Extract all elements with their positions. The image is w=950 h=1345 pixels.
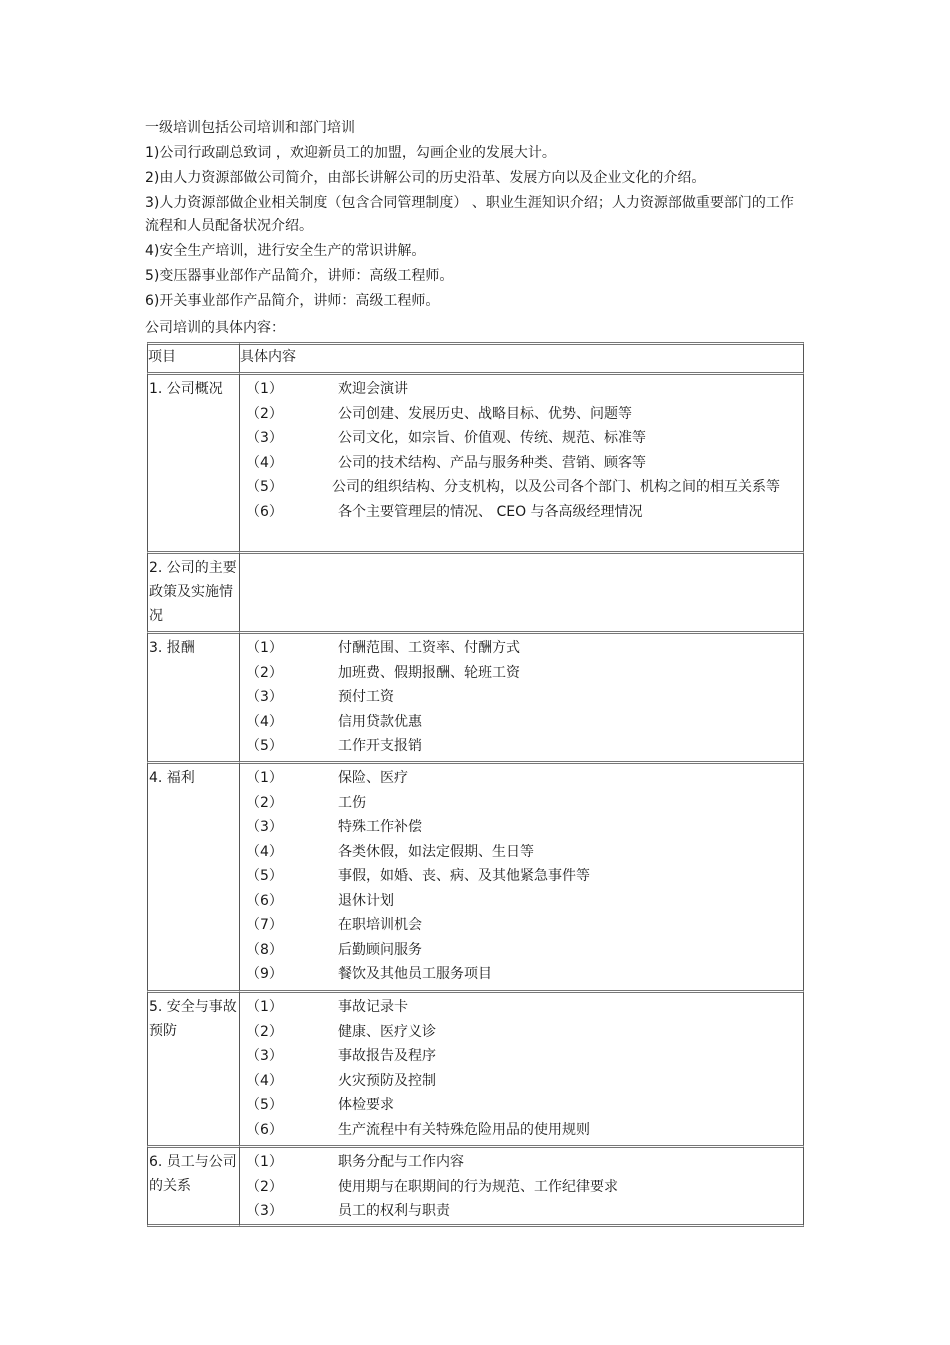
- list-item: [240, 685, 803, 710]
- item-number: （3）: [246, 430, 283, 446]
- item-text: 公司的技术结构、产品与服务种类、营销、顾客等: [338, 454, 646, 471]
- row-content-cell: [239, 1145, 804, 1227]
- item-text: 健康、医疗义诊: [338, 1023, 436, 1040]
- item-text: 事假，如婚、丧、病、及其他紧急事件等: [338, 868, 590, 884]
- item-text: 各类休假，如法定假期、生日等: [338, 843, 534, 860]
- list-item: [240, 1044, 803, 1069]
- list-item: [240, 636, 803, 661]
- table-row: [147, 631, 804, 761]
- item-text: 公司文化，如宗旨、价值观、传统、规范、标准等: [338, 430, 646, 446]
- intro-section: [145, 116, 805, 314]
- list-item: [240, 913, 803, 938]
- list-item: [240, 791, 803, 816]
- item-number: （6）: [246, 892, 283, 909]
- table-row: [147, 551, 804, 631]
- item-number: （5）: [246, 868, 283, 884]
- list-item: [240, 426, 803, 451]
- row-item-list: [240, 1148, 803, 1224]
- item-text: 使用期与在职期间的行为规范、工作纪律要求: [338, 1178, 618, 1195]
- row-content-cell: [239, 631, 804, 761]
- table-row: [147, 761, 804, 990]
- list-item: [240, 475, 803, 500]
- intro-item-1: 1)公司行政副总致词 ，欢迎新员工的加盟，勾画企业的发展大计。: [145, 145, 556, 161]
- item-number: （2）: [246, 664, 283, 681]
- item-text: 事故报告及程序: [338, 1048, 436, 1064]
- item-text: 保险、医疗: [338, 770, 408, 786]
- list-item: [240, 1118, 803, 1143]
- item-number: （6）: [246, 1121, 283, 1138]
- table-row: [147, 990, 804, 1145]
- list-item: [240, 661, 803, 686]
- intro-item-3: 3)人力资源部做企业相关制度（包含合同管理制度） 、职业生涯知识介绍；人力资源部做重要部门的工作流程和人员配备状况介绍。: [145, 195, 794, 234]
- row-category-label: 3. 报酬: [149, 640, 195, 656]
- row-content-cell: [239, 761, 804, 990]
- list-item: [240, 995, 803, 1020]
- item-text: 餐饮及其他员工服务项目: [338, 966, 492, 982]
- item-number: （2）: [246, 1178, 283, 1195]
- item-text: 退休计划: [338, 892, 394, 909]
- item-number: （3）: [246, 1048, 283, 1064]
- list-item: [240, 402, 803, 427]
- item-text: 欢迎会演讲: [338, 381, 408, 397]
- list-item: [240, 766, 803, 791]
- item-text: 事故记录卡: [338, 999, 408, 1015]
- list-item: [240, 1150, 803, 1175]
- row-content-cell: [239, 990, 804, 1145]
- list-item: [240, 1069, 803, 1094]
- list-item: [240, 1020, 803, 1045]
- list-item: [240, 710, 803, 735]
- item-text: 各个主要管理层的情况、 CEO 与各高级经理情况: [338, 503, 643, 520]
- intro-item-2: 2)由人力资源部做公司简介，由部长讲解公司的历史沿革、发展方向以及企业文化的介绍。: [145, 170, 706, 186]
- item-number: （2）: [246, 405, 283, 422]
- list-item: [240, 864, 803, 889]
- item-number: （3）: [246, 819, 283, 835]
- item-number: （3）: [246, 689, 283, 705]
- item-number: （6）: [246, 503, 283, 520]
- list-item: [240, 451, 803, 476]
- intro-item-6: 6)开关事业部作产品简介，讲师：高级工程师。: [145, 293, 440, 309]
- item-text: 后勤顾问服务: [338, 941, 422, 958]
- item-text: 生产流程中有关特殊危险用品的使用规则: [338, 1121, 590, 1138]
- item-text: 在职培训机会: [338, 917, 422, 933]
- item-number: （7）: [246, 917, 283, 933]
- list-item: [240, 734, 803, 759]
- item-number: （4）: [246, 843, 283, 860]
- item-text: 火灾预防及控制: [338, 1072, 436, 1089]
- row-category-cell: [147, 631, 239, 761]
- item-number: （1）: [246, 381, 283, 397]
- row-content-cell: [239, 372, 804, 551]
- row-category-label: 6. 员工与公司的关系: [149, 1154, 237, 1194]
- item-number: （5）: [246, 738, 283, 754]
- list-item: [240, 889, 803, 914]
- item-text: 公司创建、发展历史、战略目标、优势、问题等: [338, 405, 632, 422]
- list-item: [240, 938, 803, 963]
- list-item: [240, 1199, 803, 1224]
- item-text: 特殊工作补偿: [338, 819, 422, 835]
- item-number: （2）: [246, 794, 283, 811]
- table-row: [147, 372, 804, 551]
- item-text: 信用贷款优惠: [338, 713, 422, 730]
- row-item-list: [240, 634, 803, 759]
- row-category-cell: [147, 990, 239, 1145]
- list-item: [240, 962, 803, 987]
- list-item: [240, 815, 803, 840]
- header-content: 具体内容: [239, 342, 804, 372]
- item-number: （4）: [246, 1072, 283, 1089]
- row-item-list: [240, 554, 803, 556]
- list-item: [240, 500, 803, 525]
- list-item: [240, 1175, 803, 1200]
- item-number: （5）: [246, 1097, 283, 1113]
- training-content-table: [147, 342, 804, 1227]
- row-item-list: [240, 375, 803, 524]
- item-text: 付酬范围、工资率、付酬方式: [338, 640, 520, 656]
- item-number: （1）: [246, 999, 283, 1015]
- item-number: （1）: [246, 1154, 283, 1170]
- item-number: （4）: [246, 713, 283, 730]
- table-header-row: [147, 342, 804, 372]
- item-text: 预付工资: [338, 689, 394, 705]
- row-item-list: [240, 764, 803, 987]
- row-item-list: [240, 993, 803, 1142]
- item-number: （1）: [246, 640, 283, 656]
- row-category-cell: [147, 372, 239, 551]
- item-number: （3）: [246, 1203, 283, 1219]
- list-item: [240, 840, 803, 865]
- intro-heading: 一级培训包括公司培训和部门培训: [145, 120, 355, 136]
- item-text: 体检要求: [338, 1097, 394, 1113]
- row-category-label: 2. 公司的主要政策及实施情况: [149, 560, 237, 624]
- item-number: （9）: [246, 966, 283, 982]
- row-category-label: 4. 福利: [149, 770, 195, 786]
- row-category-label: 1. 公司概况: [149, 381, 223, 397]
- item-text: 工作开支报销: [338, 738, 422, 754]
- row-category-label: 5. 安全与事故预防: [149, 999, 237, 1039]
- intro-item-5: 5)变压器事业部作产品简介，讲师：高级工程师。: [145, 268, 454, 284]
- table-caption: 公司培训的具体内容：: [145, 320, 285, 336]
- intro-item-4: 4)安全生产培训，进行安全生产的常识讲解。: [145, 243, 426, 259]
- item-number: （1）: [246, 770, 283, 786]
- item-number: （2）: [246, 1023, 283, 1040]
- item-text: 员工的权利与职责: [338, 1203, 450, 1219]
- row-category-cell: [147, 761, 239, 990]
- row-content-cell: [239, 551, 804, 631]
- item-number: （5）: [246, 479, 283, 495]
- row-category-cell: [147, 1145, 239, 1227]
- header-item: 项目: [147, 342, 239, 372]
- item-number: （4）: [246, 454, 283, 471]
- item-number: （8）: [246, 941, 283, 958]
- item-text: 公司的组织结构、分支机构，以及公司各个部门、机构之间的相互关系等: [332, 479, 780, 495]
- item-text: 工伤: [338, 794, 366, 811]
- item-text: 加班费、假期报酬、轮班工资: [338, 664, 520, 681]
- list-item: [240, 377, 803, 402]
- list-item: [240, 1093, 803, 1118]
- item-text: 职务分配与工作内容: [338, 1154, 464, 1170]
- row-category-cell: [147, 551, 239, 631]
- table-row: [147, 1145, 804, 1227]
